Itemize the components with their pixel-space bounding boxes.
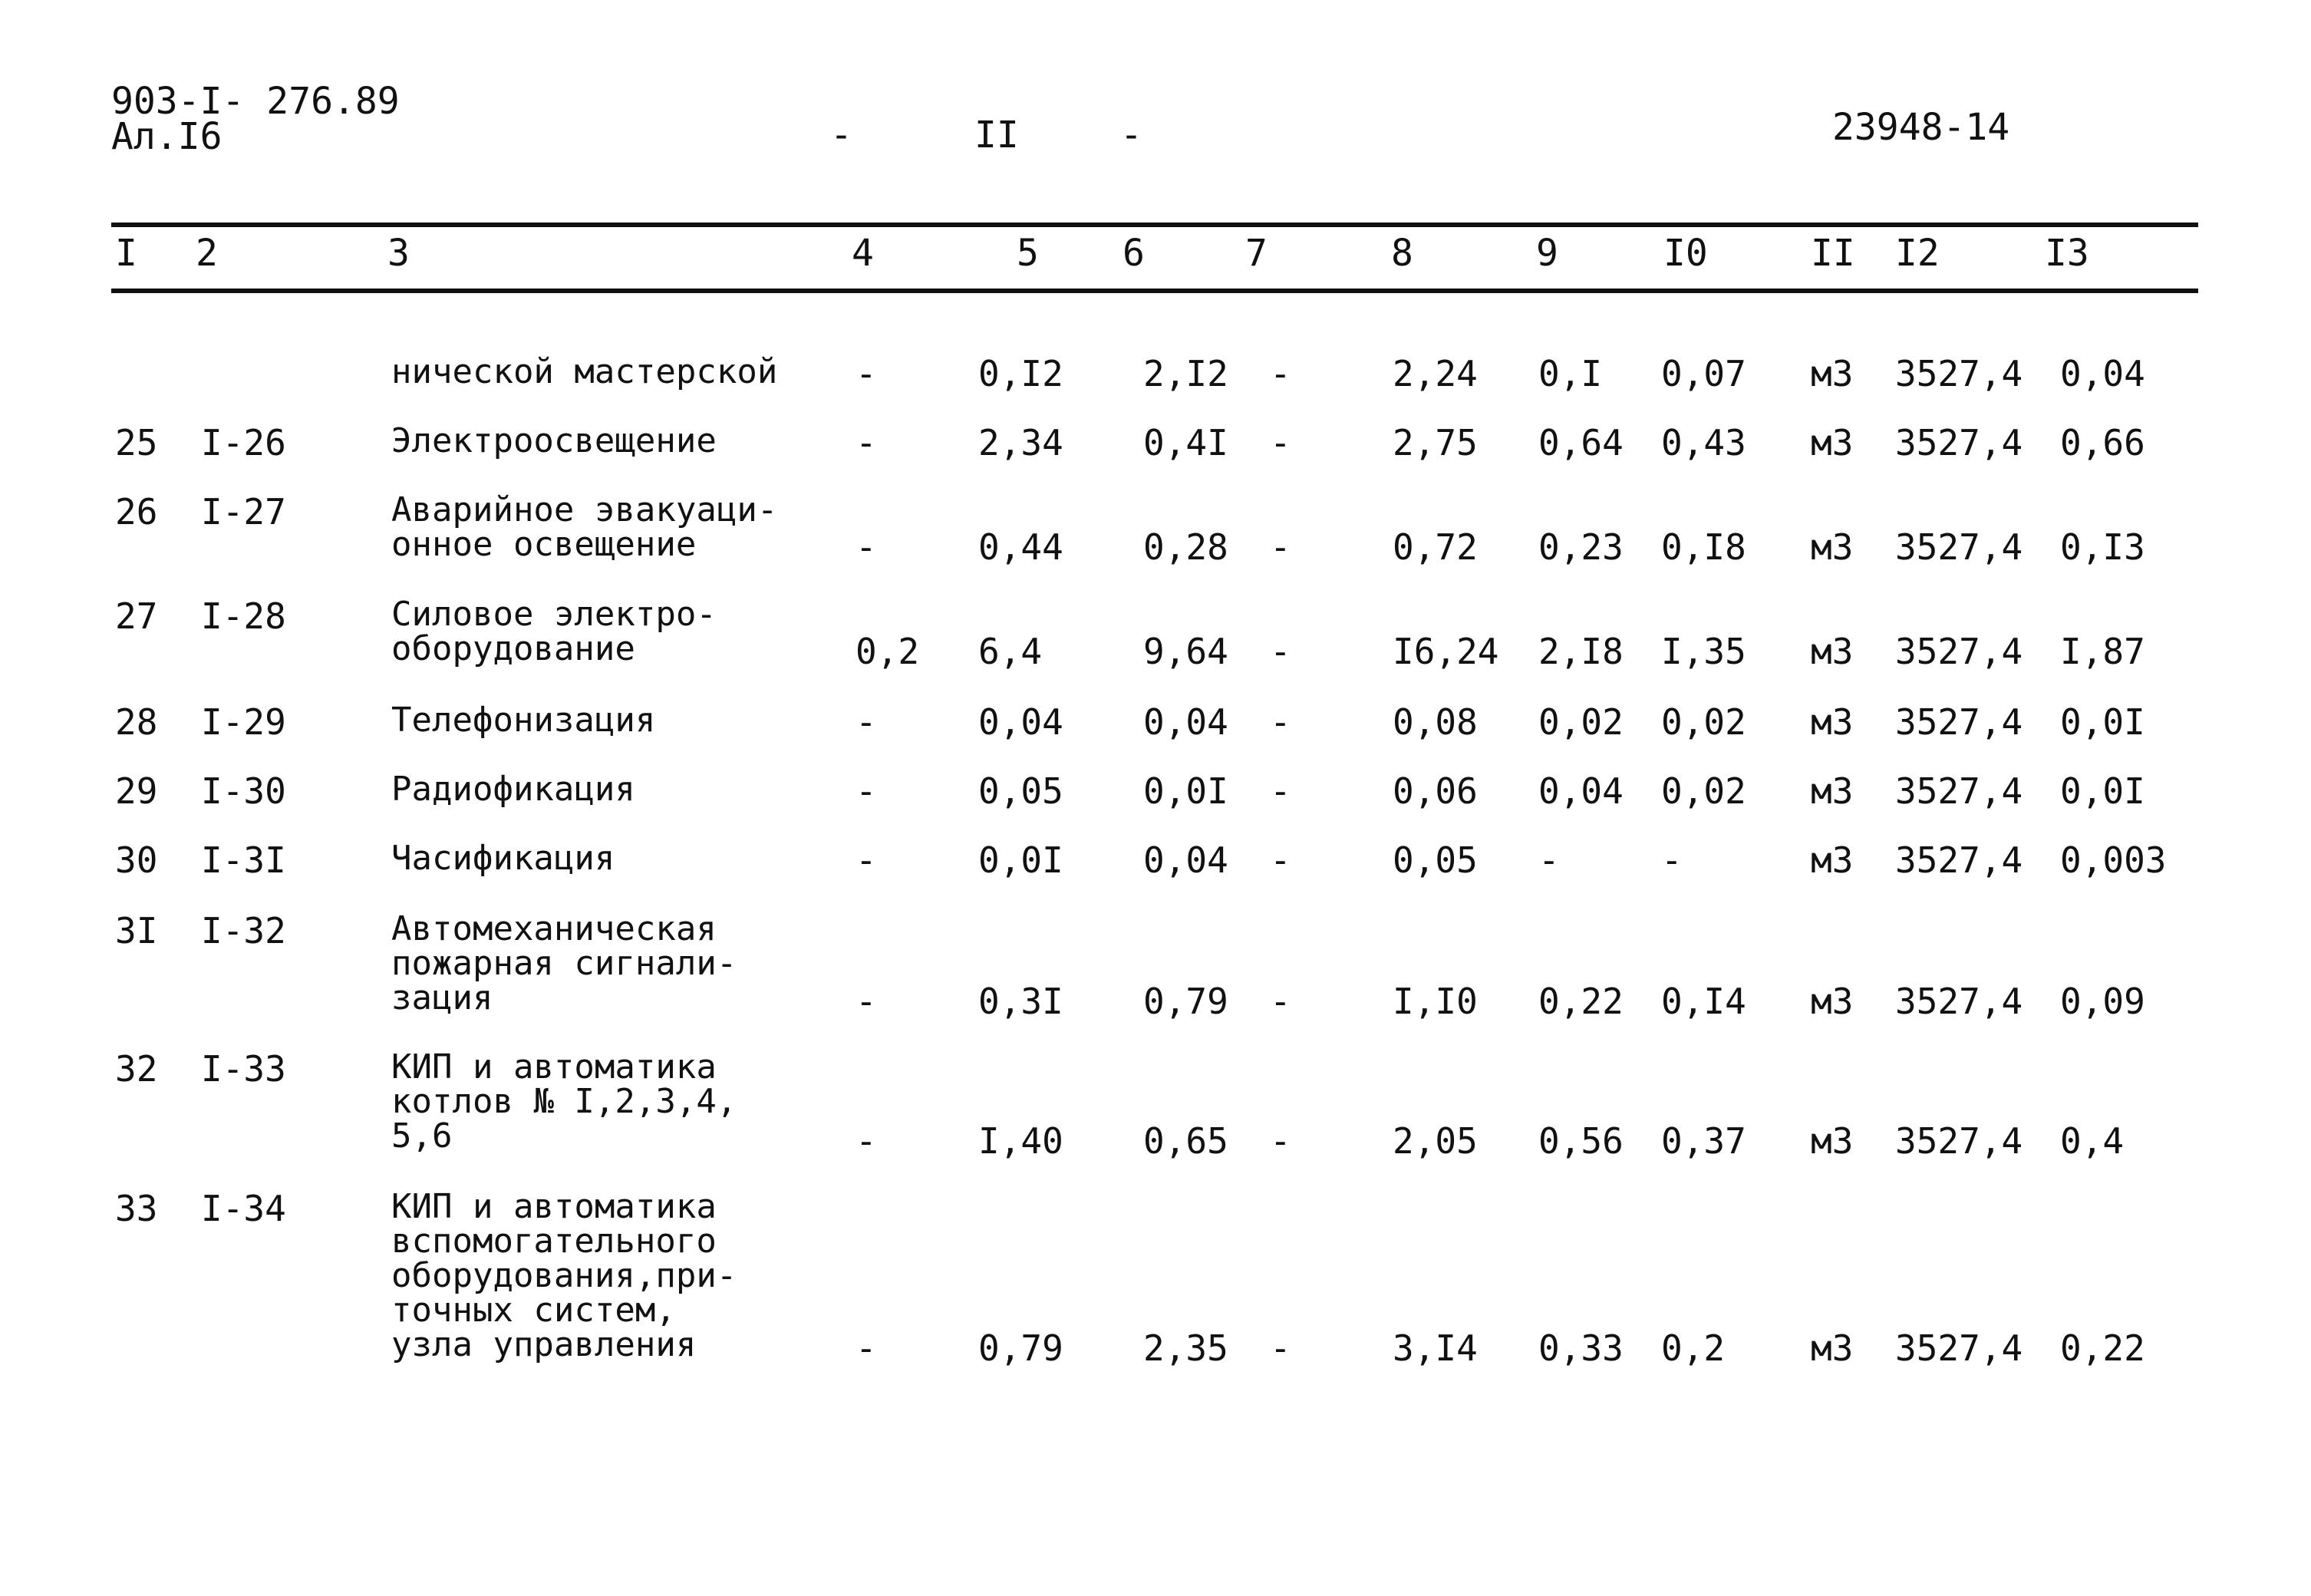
col-9-value: 0,22 xyxy=(1538,981,1624,1022)
col-12-value: 3527,4 xyxy=(1895,981,2023,1022)
col-13-value: 0,4 xyxy=(2060,1120,2125,1162)
col-10-value: 0,I8 xyxy=(1661,526,1746,568)
column-header-9: 9 xyxy=(1536,232,1558,275)
col-8-value: 2,05 xyxy=(1393,1120,1478,1162)
col-7-value: - xyxy=(1270,701,1291,743)
col-9-value: 0,33 xyxy=(1538,1327,1624,1369)
row-description: КИП и автоматика вспомогательного оборудования,при- точных систем, узла управления xyxy=(391,1187,737,1364)
col-4-value: - xyxy=(855,526,877,568)
col-13-value: 0,I3 xyxy=(2060,526,2145,568)
doc-number: 903-I- 276.89 xyxy=(111,80,400,123)
col-8-value: I6,24 xyxy=(1393,631,1499,672)
row-code: I-26 xyxy=(201,422,286,463)
col-4-value: - xyxy=(855,839,877,881)
col-10-value: I,35 xyxy=(1661,631,1746,672)
row-description: Часификация xyxy=(391,839,615,878)
col-13-value: 0,0I xyxy=(2060,770,2145,812)
table-top-rule xyxy=(111,223,2198,227)
row-number: 30 xyxy=(115,839,158,881)
row-number: 27 xyxy=(115,595,158,637)
col-5-value: 0,44 xyxy=(978,526,1063,568)
col-7-value: - xyxy=(1270,981,1291,1022)
row-number: 3I xyxy=(115,910,158,951)
col-6-value: 0,04 xyxy=(1143,701,1228,743)
col-8-value: 0,72 xyxy=(1393,526,1478,568)
col-6-value: 9,64 xyxy=(1143,631,1228,672)
row-number: 26 xyxy=(115,491,158,533)
col-10-value: 0,07 xyxy=(1661,353,1746,394)
col-7-value: - xyxy=(1270,839,1291,881)
col-13-value: 0,04 xyxy=(2060,353,2145,394)
row-description: КИП и автоматика котлов № I,2,3,4, 5,6 xyxy=(391,1047,737,1156)
col-4-value: - xyxy=(855,981,877,1022)
col-10-value: 0,02 xyxy=(1661,770,1746,812)
inventory-number: 23948-14 xyxy=(1832,106,2010,149)
col-8-value: 0,06 xyxy=(1393,770,1478,812)
col-13-value: 0,22 xyxy=(2060,1327,2145,1369)
col-8-value: 0,08 xyxy=(1393,701,1478,743)
col-5-value: 0,I2 xyxy=(978,353,1063,394)
col-6-value: 0,79 xyxy=(1143,981,1228,1022)
col-11-unit: м3 xyxy=(1811,981,1854,1022)
col-12-value: 3527,4 xyxy=(1895,422,2023,463)
col-9-value: 0,56 xyxy=(1538,1120,1624,1162)
row-description: нической мастерской xyxy=(391,352,778,391)
col-11-unit: м3 xyxy=(1811,1120,1854,1162)
col-6-value: 0,04 xyxy=(1143,839,1228,881)
row-code: I-34 xyxy=(201,1188,286,1229)
col-4-value: - xyxy=(855,422,877,463)
col-8-value: 2,24 xyxy=(1393,353,1478,394)
col-7-value: - xyxy=(1270,422,1291,463)
col-13-value: 0,66 xyxy=(2060,422,2145,463)
col-9-value: 2,I8 xyxy=(1538,631,1624,672)
column-header-2: 2 xyxy=(196,232,218,275)
col-12-value: 3527,4 xyxy=(1895,1120,2023,1162)
col-8-value: 3,I4 xyxy=(1393,1327,1478,1369)
col-11-unit: м3 xyxy=(1811,1327,1854,1369)
col-11-unit: м3 xyxy=(1811,353,1854,394)
col-12-value: 3527,4 xyxy=(1895,1327,2023,1369)
col-8-value: I,I0 xyxy=(1393,981,1478,1022)
col-4-value: - xyxy=(855,1327,877,1369)
col-7-value: - xyxy=(1270,1327,1291,1369)
page-number: II xyxy=(974,114,1019,157)
col-12-value: 3527,4 xyxy=(1895,631,2023,672)
col-8-value: 0,05 xyxy=(1393,839,1478,881)
row-description: Электроосвещение xyxy=(391,421,717,460)
row-number: 25 xyxy=(115,422,158,463)
col-9-value: 0,02 xyxy=(1538,701,1624,743)
col-12-value: 3527,4 xyxy=(1895,701,2023,743)
col-5-value: I,40 xyxy=(978,1120,1063,1162)
row-code: I-3I xyxy=(201,839,286,881)
col-10-value: 0,37 xyxy=(1661,1120,1746,1162)
col-11-unit: м3 xyxy=(1811,631,1854,672)
page-dash-left: - xyxy=(830,114,852,157)
col-10-value: 0,43 xyxy=(1661,422,1746,463)
col-13-value: I,87 xyxy=(2060,631,2145,672)
col-12-value: 3527,4 xyxy=(1895,353,2023,394)
col-7-value: - xyxy=(1270,526,1291,568)
row-code: I-30 xyxy=(201,770,286,812)
sheet-label: Ал.I6 xyxy=(111,115,223,158)
col-9-value: 0,04 xyxy=(1538,770,1624,812)
column-header-4: 4 xyxy=(852,232,874,275)
column-header-8: 8 xyxy=(1391,232,1413,275)
col-4-value: - xyxy=(855,353,877,394)
row-number: 32 xyxy=(115,1048,158,1090)
column-header-1: I xyxy=(115,232,137,275)
col-7-value: - xyxy=(1270,1120,1291,1162)
column-header-5: 5 xyxy=(1017,232,1039,275)
col-8-value: 2,75 xyxy=(1393,422,1478,463)
row-code: I-32 xyxy=(201,910,286,951)
col-10-value: 0,02 xyxy=(1661,701,1746,743)
col-11-unit: м3 xyxy=(1811,839,1854,881)
col-11-unit: м3 xyxy=(1811,701,1854,743)
col-5-value: 0,3I xyxy=(978,981,1063,1022)
row-description: Аварийное эвакуаци- онное освещение xyxy=(391,490,778,564)
col-5-value: 0,05 xyxy=(978,770,1063,812)
col-6-value: 0,4I xyxy=(1143,422,1228,463)
page-dash-right: - xyxy=(1120,114,1142,157)
column-header-12: I2 xyxy=(1895,232,1940,275)
column-header-7: 7 xyxy=(1245,232,1268,275)
col-10-value: 0,I4 xyxy=(1661,981,1746,1022)
column-header-3: 3 xyxy=(387,232,410,275)
col-10-value: 0,2 xyxy=(1661,1327,1726,1369)
col-11-unit: м3 xyxy=(1811,770,1854,812)
col-6-value: 2,35 xyxy=(1143,1327,1228,1369)
col-6-value: 0,28 xyxy=(1143,526,1228,568)
row-code: I-27 xyxy=(201,491,286,533)
row-description: Радиофикация xyxy=(391,770,635,809)
row-number: 28 xyxy=(115,701,158,743)
col-5-value: 0,0I xyxy=(978,839,1063,881)
row-number: 33 xyxy=(115,1188,158,1229)
row-code: I-29 xyxy=(201,701,286,743)
col-5-value: 0,04 xyxy=(978,701,1063,743)
col-4-value: - xyxy=(855,1120,877,1162)
col-9-value: - xyxy=(1538,839,1560,881)
row-description: Автомеханическая пожарная сигнали- зация xyxy=(391,909,737,1017)
col-4-value: - xyxy=(855,701,877,743)
col-7-value: - xyxy=(1270,631,1291,672)
col-13-value: 0,09 xyxy=(2060,981,2145,1022)
col-7-value: - xyxy=(1270,770,1291,812)
column-header-10: I0 xyxy=(1663,232,1708,275)
col-10-value: - xyxy=(1661,839,1683,881)
row-number: 29 xyxy=(115,770,158,812)
col-9-value: 0,I xyxy=(1538,353,1603,394)
column-header-13: I3 xyxy=(2045,232,2089,275)
col-12-value: 3527,4 xyxy=(1895,526,2023,568)
col-12-value: 3527,4 xyxy=(1895,839,2023,881)
col-5-value: 6,4 xyxy=(978,631,1043,672)
row-code: I-33 xyxy=(201,1048,286,1090)
col-5-value: 0,79 xyxy=(978,1327,1063,1369)
column-header-6: 6 xyxy=(1123,232,1145,275)
row-code: I-28 xyxy=(201,595,286,637)
col-4-value: 0,2 xyxy=(855,631,920,672)
col-6-value: 0,65 xyxy=(1143,1120,1228,1162)
row-description: Телефонизация xyxy=(391,701,656,740)
col-5-value: 2,34 xyxy=(978,422,1063,463)
col-6-value: 2,I2 xyxy=(1143,353,1228,394)
column-header-11: II xyxy=(1811,232,1855,275)
col-13-value: 0,003 xyxy=(2060,839,2167,881)
col-4-value: - xyxy=(855,770,877,812)
col-9-value: 0,23 xyxy=(1538,526,1624,568)
row-description: Силовое электро- оборудование xyxy=(391,595,717,668)
col-12-value: 3527,4 xyxy=(1895,770,2023,812)
col-7-value: - xyxy=(1270,353,1291,394)
col-11-unit: м3 xyxy=(1811,422,1854,463)
col-11-unit: м3 xyxy=(1811,526,1854,568)
col-9-value: 0,64 xyxy=(1538,422,1624,463)
col-6-value: 0,0I xyxy=(1143,770,1228,812)
table-header-rule xyxy=(111,289,2198,293)
col-13-value: 0,0I xyxy=(2060,701,2145,743)
